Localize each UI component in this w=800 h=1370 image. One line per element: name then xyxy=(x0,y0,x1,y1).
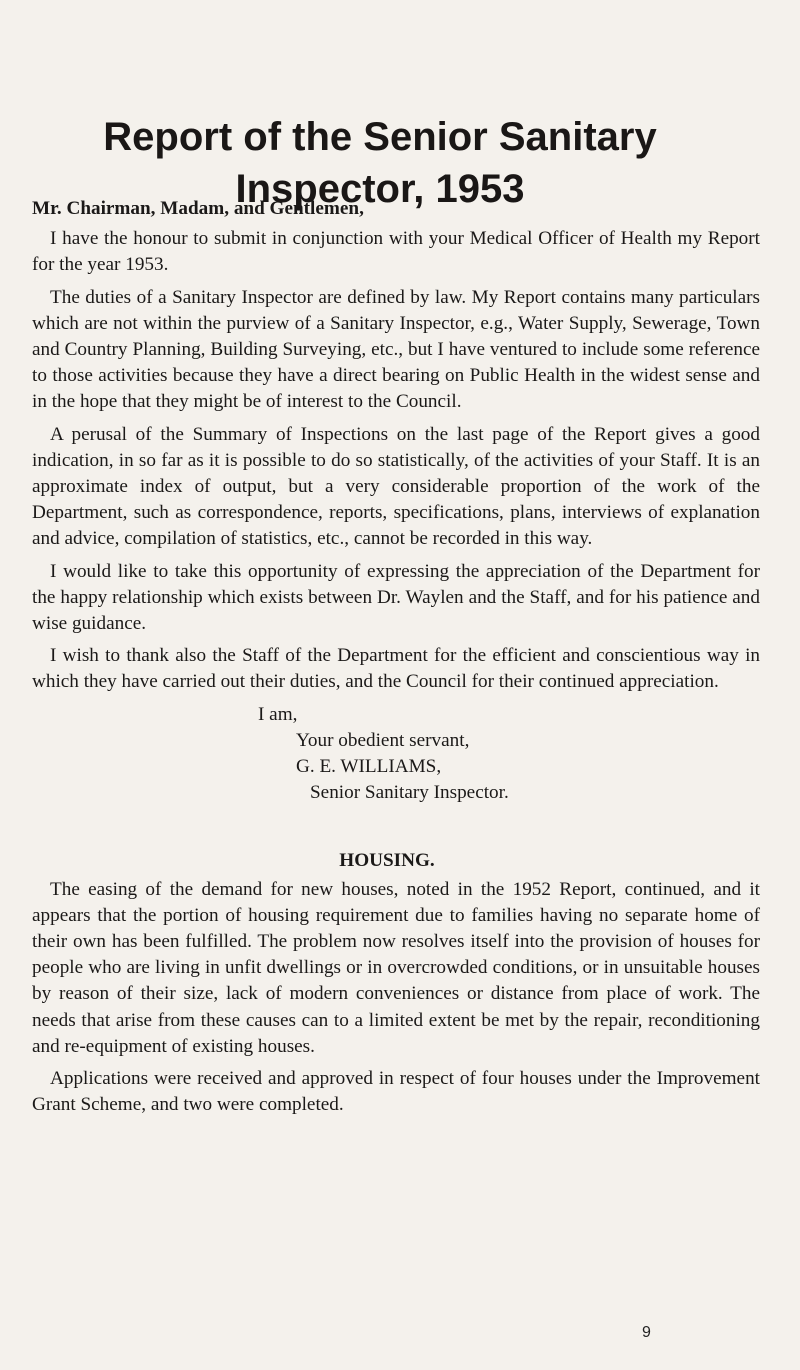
paragraph-appreciation: I would like to take this opportunity of expressing the appreciation of the Department for the happy relationship which exists between Dr. Waylen and the Staff, and for his patience and wise guidance. xyxy=(32,560,760,635)
title-line-2: Inspector, 1953 xyxy=(235,166,525,211)
paragraph-improvement-grants: Applications were received and approved in respect of four houses under the Improvement Grant Scheme, and two were completed. xyxy=(32,1068,760,1116)
paragraph-submission: I have the honour to submit in conjunction with your Medical Officer of Health my Report for the year 1953. xyxy=(32,228,760,276)
signature-line-servant: Your obedient servant, xyxy=(296,729,470,751)
paragraph-summary: A perusal of the Summary of Inspections on the last page of the Report gives a good indication, in so far as it is possible to do so statistically, of the activities of your Staff. It is an approximate index of output, but a very considerable proportion of the work of the Department, such as correspondence, reports, specifications, plans, interviews of explanation and advice, compilation of statistics, etc., cannot be recorded in this way. xyxy=(32,423,760,550)
salutation: Mr. Chairman, Madam, and Gentlemen, xyxy=(32,198,364,219)
signature-title: Senior Sanitary Inspector. xyxy=(310,782,509,804)
signature-name: G. E. WILLIAMS, xyxy=(296,756,442,778)
signature-line-i-am: I am, xyxy=(258,703,298,725)
housing-heading: HOUSING. xyxy=(339,850,435,872)
page-number: 9 xyxy=(642,1324,651,1341)
paragraph-housing-demand: The easing of the demand for new houses, noted in the 1952 Report, continued, and it appears that the portion of housing requirement due to families having no separate home of their own has been fulfilled. The problem now resolves itself into the provision of houses for people who are living in unfit dwellings or in overcrowded conditions, or in unsuitable houses by reason of their size, lack of modern conveniences or distance from place of work. The needs that arise from these causes can to a limited extent be met by the repair, reconditioning and re-equipment of existing houses. xyxy=(32,878,760,1057)
paragraph-thanks: I wish to thank also the Staff of the Department for the efficient and conscientious way in which they have carried out their duties, and the Council for their continued appreciation. xyxy=(32,645,760,693)
signature-block xyxy=(32,702,760,807)
paragraph-duties: The duties of a Sanitary Inspector are defined by law. My Report contains many particulars which are not within the purview of a Sanitary Inspector, e.g., Water Supply, Sewerage, Town and Country Planning, Building Surveying, etc., but I have ventured to include some reference to those activities because they have a direct bearing on Public Health in the widest sense and in the hope that they might be of interest to the Council. xyxy=(32,286,760,413)
report-body xyxy=(32,196,760,1125)
title-line-1: Report of the Senior Sanitary xyxy=(103,114,657,159)
